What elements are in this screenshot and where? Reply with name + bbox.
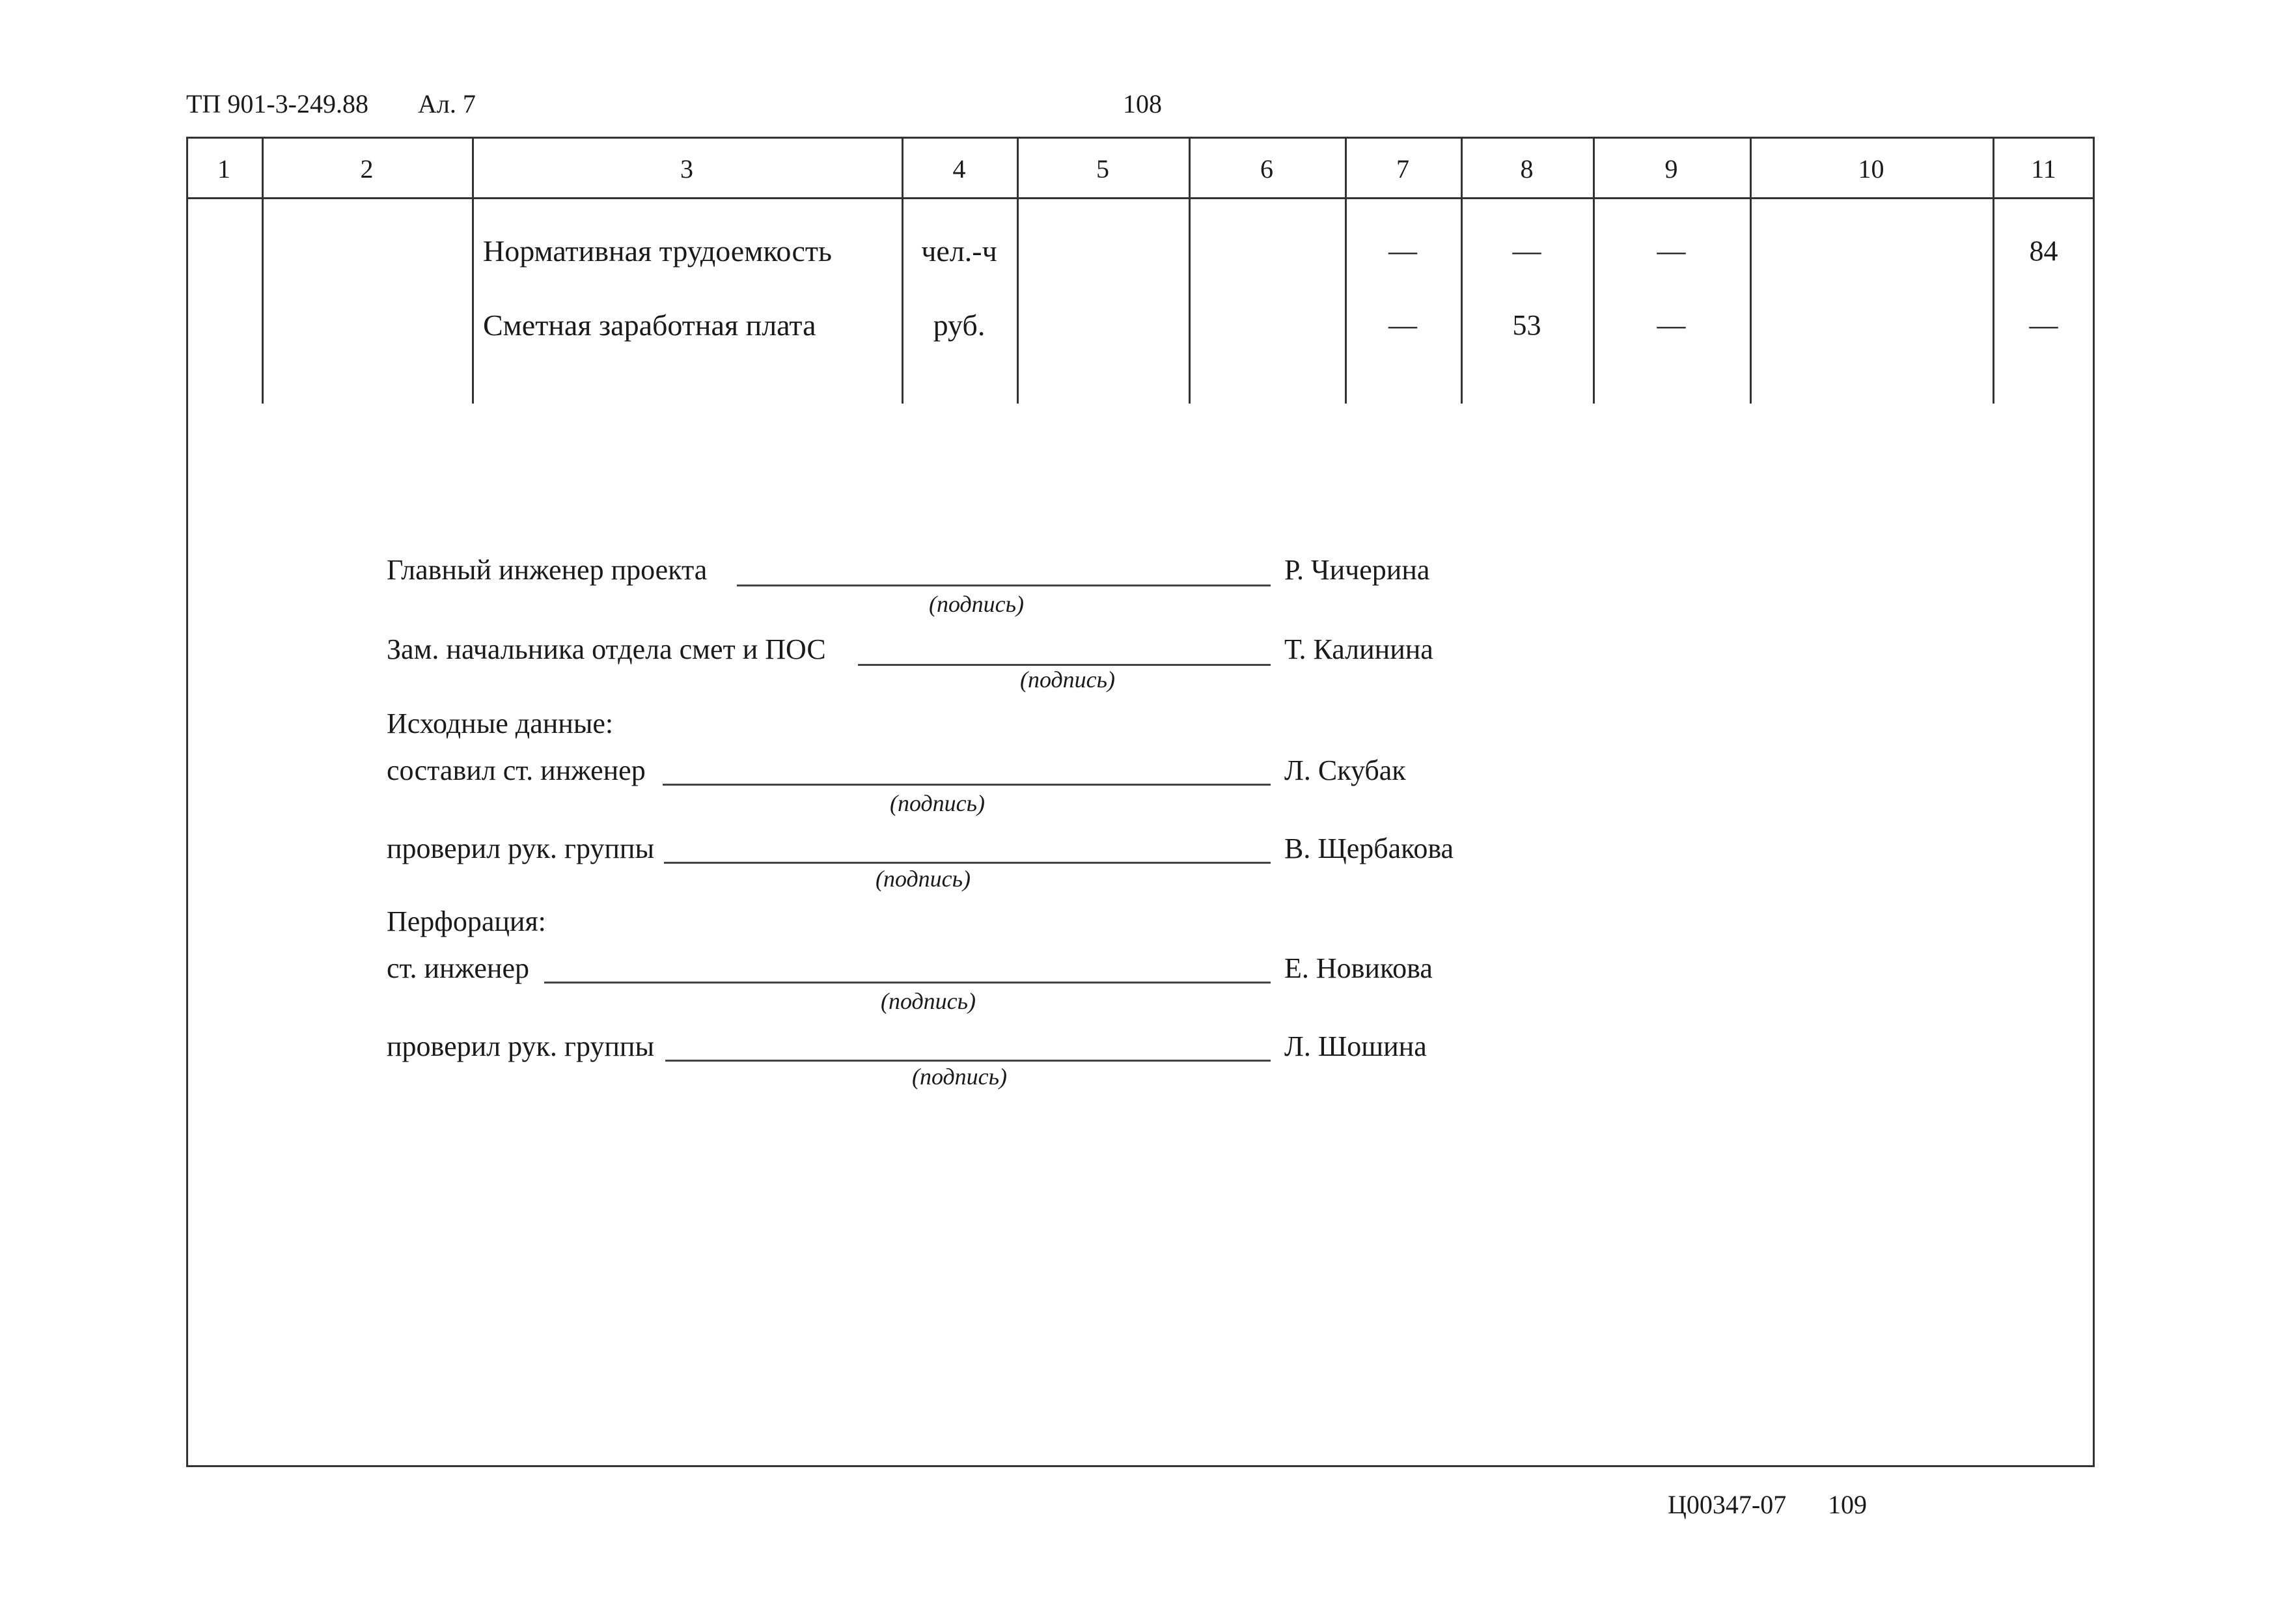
signature-line — [663, 784, 1271, 786]
checked-name: В. Щербакова — [1284, 833, 1454, 864]
compiled-role: составил ст. инженер — [387, 754, 646, 786]
row-name: Нормативная трудоемкость — [483, 234, 832, 268]
signature-hint: (подпись) — [911, 1064, 1008, 1090]
signature-hint: (подпись) — [875, 866, 971, 892]
column-number: 5 — [1096, 154, 1109, 184]
cell-col-7: — — [1388, 235, 1417, 267]
column-number: 2 — [360, 154, 374, 184]
checked-role: проверил рук. группы — [387, 1030, 655, 1062]
signature-hint: (подпись) — [889, 790, 986, 816]
cell-col-8: 53 — [1512, 309, 1541, 341]
compiled-name: Л. Скубак — [1284, 754, 1406, 786]
column-number: 8 — [1520, 154, 1534, 184]
chief-engineer-role: Главный инженер проекта — [387, 554, 708, 586]
page-number: 108 — [1123, 89, 1162, 118]
cell-col-11: 84 — [2029, 235, 2058, 267]
perforation-heading: Перфорация: — [387, 905, 546, 937]
row-unit: чел.-ч — [921, 234, 997, 268]
cell-col-7: — — [1388, 309, 1417, 341]
signature-line — [665, 1060, 1271, 1062]
cell-col-9: — — [1657, 235, 1686, 267]
cell-col-11: — — [2029, 309, 2058, 341]
signature-line — [664, 862, 1271, 864]
sheet-label: Ал. 7 — [418, 89, 476, 118]
checked-role: проверил рук. группы — [387, 833, 655, 864]
column-number: 7 — [1396, 154, 1409, 184]
document-code: ТП 901-3-249.88 — [186, 89, 368, 118]
deputy-head-role: Зам. начальника отдела смет и ПОС — [387, 633, 826, 665]
row-name: Сметная заработная плата — [483, 309, 816, 342]
column-number: 9 — [1664, 154, 1678, 184]
source-data-heading: Исходные данные: — [387, 708, 614, 739]
column-number: 10 — [1858, 154, 1884, 184]
footer-code: Ц00347-07 — [1668, 1490, 1787, 1519]
column-number: 4 — [952, 154, 966, 184]
column-number: 3 — [680, 154, 693, 184]
signature-line — [544, 982, 1271, 984]
engineer-role: ст. инженер — [387, 952, 529, 984]
chief-engineer-name: Р. Чичерина — [1284, 554, 1430, 586]
footer-page-number: 109 — [1828, 1490, 1867, 1519]
signature-hint: (подпись) — [1019, 667, 1116, 693]
column-number: 11 — [2031, 154, 2056, 184]
row-unit: руб. — [933, 309, 986, 342]
signature-line — [737, 585, 1271, 586]
cell-col-8: — — [1512, 235, 1541, 267]
column-number: 1 — [217, 154, 230, 184]
cell-col-9: — — [1657, 309, 1686, 341]
deputy-head-name: Т. Калинина — [1284, 633, 1433, 665]
checked-name: Л. Шошина — [1284, 1030, 1427, 1062]
signature-hint: (подпись) — [880, 988, 976, 1014]
column-number: 6 — [1260, 154, 1273, 184]
signature-hint: (подпись) — [928, 591, 1025, 617]
engineer-name: Е. Новикова — [1284, 952, 1433, 984]
